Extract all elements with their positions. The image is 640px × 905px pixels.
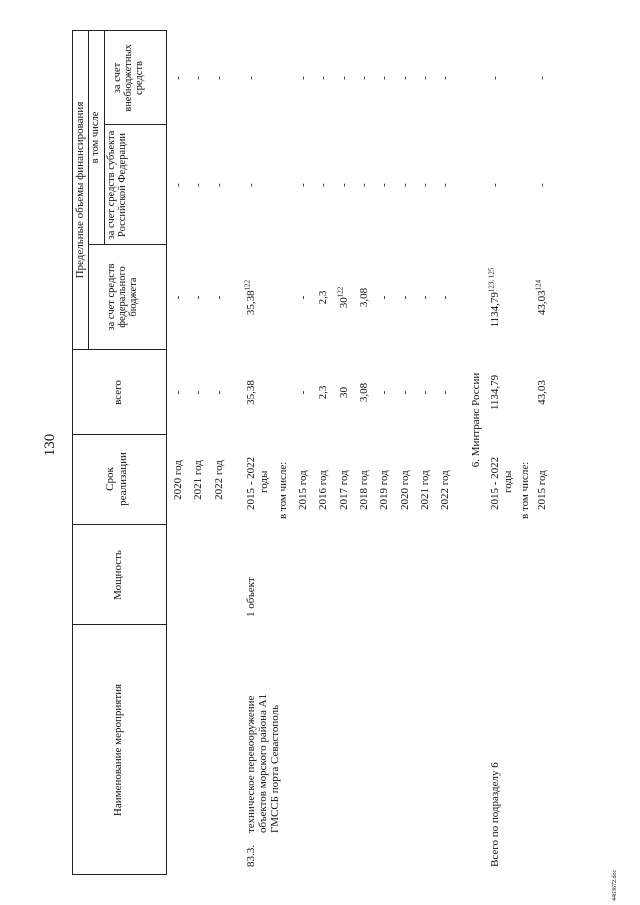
federal-cell: - [297,295,309,300]
extra-cell: - [337,76,350,80]
period-cell: 2017 год [337,470,350,510]
section-title: 6. Минтранс России [470,372,482,468]
total-cell: - [192,390,204,395]
regional-cell: - [297,183,309,187]
total-cell: - [172,390,184,395]
period-cell: 2015 год [536,470,548,510]
extra-cell: - [536,76,548,80]
subtotal-period-line-2: годы [502,470,514,493]
period-cell: 2021 год [192,460,204,500]
federal-cell: - [398,295,411,300]
period-cell: 2019 год [378,470,391,510]
regional-cell: - [213,183,225,187]
regional-cell: - [317,183,330,187]
period-cell: 2020 год [398,470,411,510]
federal-cell: - [439,295,452,300]
period-cell-line-2: годы [258,470,270,493]
header-capacity: Мощность [112,550,124,600]
extra-cell: - [398,76,411,80]
period-cell: 2018 год [357,470,370,510]
federal-cell: $30^{122}$ [335,286,350,309]
extra-cell: - [245,76,257,80]
extra-cell: - [213,76,225,80]
total-cell: - [418,390,431,395]
capacity-cell: 1 объект [245,577,257,617]
extra-cell: - [489,76,501,80]
federal-cell: - [213,295,225,300]
regional-cell: - [378,183,391,187]
period-cell: 2020 год [172,460,184,500]
header-bottom-line [166,30,167,875]
period-cell: 2022 год [213,460,225,500]
including-divider-line [104,30,105,245]
subtotal-name: Всего по подразделу 6 [489,762,501,867]
header-regional: за счет средств субъекта Российской Федерации [106,130,129,240]
regional-cell: - [172,183,184,187]
period-cell: 2021 год [418,470,431,510]
col-line-6 [104,124,166,125]
regional-cell: - [337,183,350,187]
extra-cell: - [192,76,204,80]
subtotal-including-label: в том числе: [519,461,531,519]
federal-cell: 2,3 [317,290,330,305]
item-number: 83.3. [245,845,257,867]
header-period: Срок реализации [104,452,129,506]
regional-cell: - [245,183,257,187]
extra-cell: - [317,76,330,80]
doc-code: 4463672.doc [612,869,618,901]
regional-cell: - [489,183,501,187]
period-cell: 2016 год [317,470,330,510]
table-top-line [72,30,73,875]
federal-cell: - [418,295,431,300]
total-cell: 2,3 [317,385,330,400]
total-cell: - [378,390,391,395]
header-extrabudget: за счет внебюджетных средств [112,44,146,112]
extra-cell: - [378,76,391,80]
extra-cell: - [172,76,184,80]
subtotal-period-line-1: 2015 - 2022 [489,456,501,510]
total-cell: - [398,390,411,395]
including-label: в том числе: [277,461,289,519]
header-total: всего [112,380,124,405]
federal-cell: - [172,295,184,300]
page-number: 130 [42,433,58,457]
header-limits: Предельные объемы финансирования [74,101,86,279]
period-cell-line-1: 2015 - 2022 [245,456,257,510]
total-cell: - [213,390,225,395]
header-name: Наименование мероприятия [112,683,124,817]
federal-cell: - [192,295,204,300]
extra-cell: - [439,76,452,80]
federal-cell: 43,03$^{124}$ [534,279,548,316]
federal-cell: 1134,79$^{123, 125}$ [487,267,501,328]
limits-divider-line [88,30,89,350]
regional-cell: - [536,183,548,187]
period-cell: 2022 год [439,470,452,510]
header-including: в том числе [90,111,101,164]
total-cell: - [297,390,309,395]
regional-cell: - [357,183,370,187]
period-cell: 2015 год [297,470,309,510]
total-cell: 1134,79 [489,374,501,411]
item-name-line-3: ГМССБ порта Севастополь [269,704,281,833]
total-cell: 3,08 [357,382,370,403]
regional-cell: - [439,183,452,187]
regional-cell: - [192,183,204,187]
federal-cell: - [378,295,391,300]
item-name-line-2: объектов морского района А1 [257,693,269,833]
federal-cell: 35,38$^{122}$ [243,279,257,316]
item-name-line-1: техническое перевооружение [245,695,257,833]
total-cell: 30 [337,387,350,398]
extra-cell: - [418,76,431,80]
header-federal: за счет средств федерального бюджета [106,263,140,331]
regional-cell: - [418,183,431,187]
total-cell: 43,03 [536,380,548,405]
total-cell: - [439,390,452,395]
regional-cell: - [398,183,411,187]
extra-cell: - [297,76,309,80]
extra-cell: - [357,76,370,80]
federal-cell: 3,08 [357,287,370,308]
total-cell: 35,38 [245,380,257,405]
